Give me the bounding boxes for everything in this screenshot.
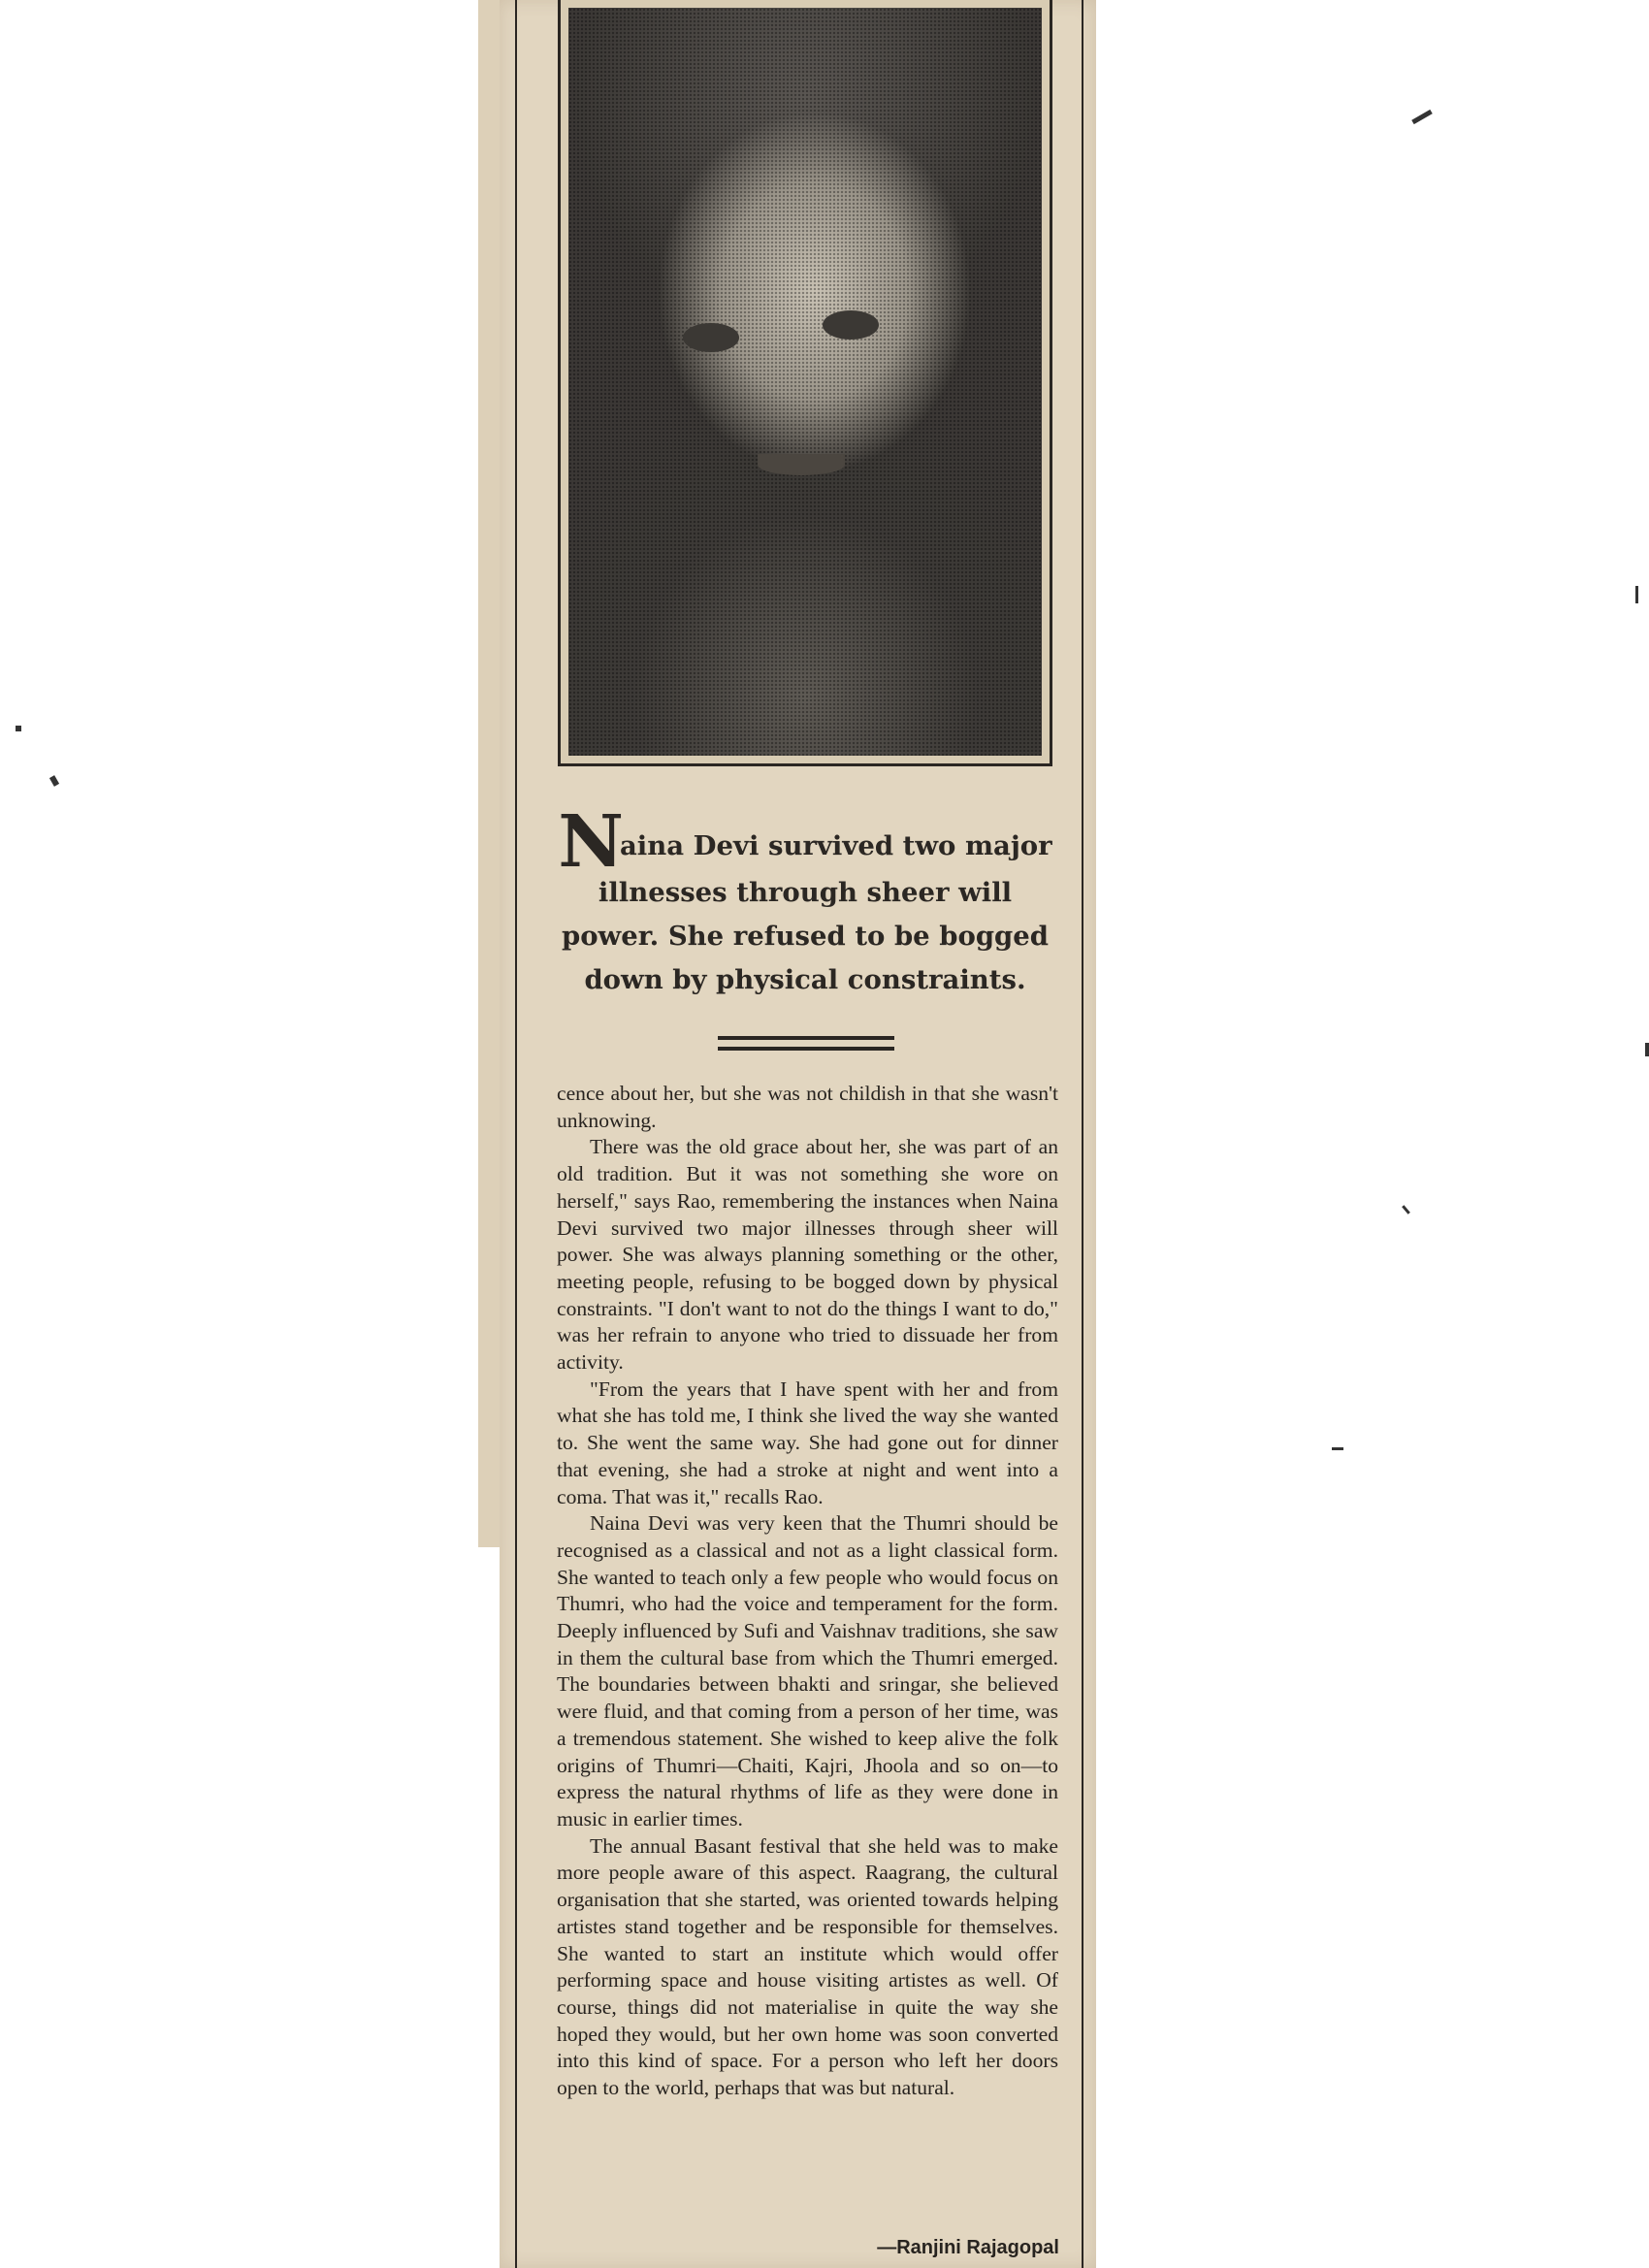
article-paragraph: Naina Devi was very keen that the Thumri should be recognised as a classical and not as a light classical form. She wanted to teach only a few people who would focus on Thumri, who had the voice and temperament for the form. Deeply influenced by Sufi and Vaishnav traditions, she saw in them the cultural base from which the Thumri emerged. The boundaries between bhakti and sringar, she believed were fluid, and that coming from a person of her time, was a tremendous statement. She wished to keep alive the folk origins of Thumri—Chaiti, Kajri, Jhoola and so on—to express the natural rhythms of life as they were done in music in earlier times. xyxy=(557,1511,1058,1831)
photo-mouth xyxy=(758,454,845,475)
column-rule-left xyxy=(515,0,517,2268)
article-paragraph: The annual Basant festival that she held was to make more people aware of this aspect. Raagrang, the cultural organisation that she started, was oriented towards helping artistes stand together and be responsible for themselves. She wanted to start an institute which would offer performing space and house visiting artistes as well. Of course, things did not materialise in quite the way she hoped they would, but her own home was soon converted into this kind of space. For a person who left her doors open to the world, perhaps that was but natural. xyxy=(557,1833,1058,2100)
scan-speck xyxy=(1411,110,1433,124)
scan-speck xyxy=(1332,1447,1343,1450)
photo-eye-left xyxy=(683,323,739,352)
article-paragraph: cence about her, but she was not childish in that she wasn't unknowing. xyxy=(557,1082,1058,1132)
article-body xyxy=(557,1081,1058,2102)
scan-speck xyxy=(16,726,21,731)
pull-quote-text: aina Devi survived two major illnesses through sheer will power. She refused to be bogged down by physical constraints. xyxy=(561,830,1052,995)
article-paragraph: "From the years that I have spent with her and from what she has told me, I think she lived the way she wanted to. She went the same way. She had gone out for dinner that evening, she had a stroke at night and went into a coma. That was it," recalls Rao. xyxy=(557,1377,1058,1508)
photo-eye-right xyxy=(823,310,879,340)
portrait-photo-frame xyxy=(558,0,1052,766)
double-rule-divider xyxy=(718,1036,894,1051)
scan-speck xyxy=(1645,1043,1649,1056)
article-paragraph: There was the old grace about her, she was part of an old tradition. But it was not something she wore on herself," says Rao, remembering the instances when Naina Devi survived two major illnesses through sheer will power. She was always planning something or the other, meeting people, refusing to be bogged down by physical constraints. "I don't want to not do the things I want to do," was her refrain to anyone who tried to dissuade her from activity. xyxy=(557,1135,1058,1375)
pull-quote xyxy=(558,800,1052,1002)
column-rule-right xyxy=(1082,0,1083,2268)
scan-speck xyxy=(1635,586,1638,603)
portrait-photo xyxy=(568,8,1042,756)
scan-speck xyxy=(49,775,59,787)
scan-speck xyxy=(1402,1205,1410,1215)
article-byline: —Ranjini Rajagopal xyxy=(877,2237,1059,2258)
drop-cap: N xyxy=(558,800,624,884)
